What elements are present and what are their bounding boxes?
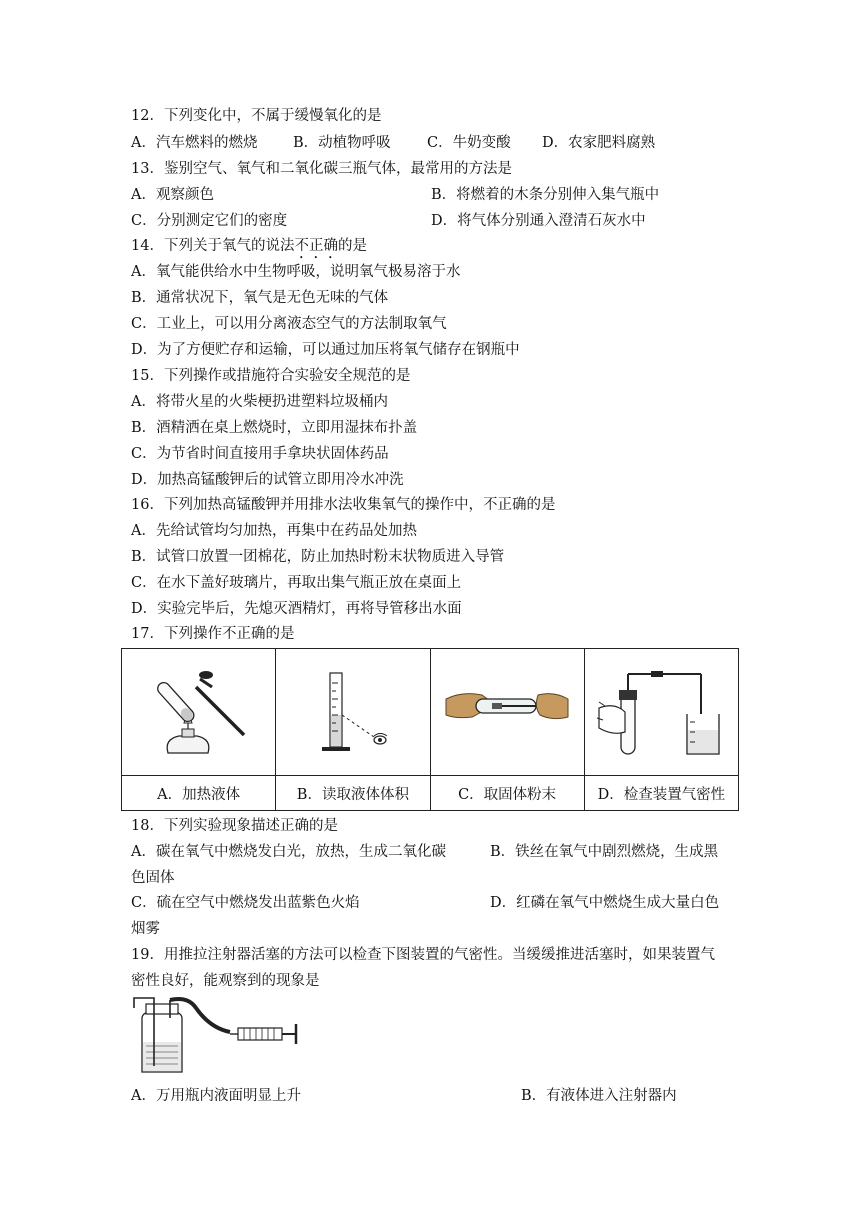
q13-stem: 13．鉴别空气、氧气和二氧化碳三瓶气体，最常用的方法是: [131, 161, 512, 177]
q13-option-c: C．分别测定它们的密度: [131, 213, 288, 229]
q14-option-a: A．氧气能供给水中生物呼吸，说明氧气极易溶于水: [131, 264, 461, 280]
q18-option-b-line1: B．铁丝在氧气中剧烈燃烧，生成黑: [490, 844, 719, 860]
q12-option-a: A．汽车燃料的燃烧: [131, 135, 258, 151]
q18-option-b-line2: 色固体: [131, 870, 175, 886]
q19-option-a: A．万用瓶内液面明显上升: [131, 1088, 301, 1104]
heating-liquid-figure: [144, 665, 254, 760]
q18-option-a: A．碳在氧气中燃烧发白光，放热，生成二氧化碳: [131, 844, 446, 860]
q15-stem: 15．下列操作或措施符合实验安全规范的是: [131, 368, 411, 384]
q14-option-b: B．通常状况下，氧气是无色无味的气体: [131, 290, 389, 306]
syringe-bottle-figure: [130, 996, 305, 1078]
q18-option-d-line1: D．红磷在氧气中燃烧生成大量白色: [490, 895, 720, 911]
q17-caption-d: D．检查装置气密性: [584, 776, 738, 811]
q12-option-c: C．牛奶变酸: [427, 135, 511, 151]
q12-stem: 12．下列变化中，不属于缓慢氧化的是: [131, 108, 382, 124]
q19-stem-line2: 密性良好，能观察到的现象是: [131, 973, 320, 989]
q17-caption-b: B．读取液体体积: [276, 776, 430, 811]
airtightness-check-figure: [591, 662, 731, 762]
q17-figure-a: [122, 649, 276, 776]
q13-option-b: B．将燃着的木条分别伸入集气瓶中: [431, 187, 660, 203]
taking-powder-figure: [442, 665, 572, 760]
q18-stem: 18．下列实验现象描述正确的是: [131, 818, 338, 834]
q14-stem-after: 的是: [337, 238, 367, 254]
reading-cylinder-figure: [298, 665, 408, 760]
q18-option-d-line2: 烟雾: [131, 921, 160, 937]
q17-stem: 17．下列操作不正确的是: [131, 626, 295, 642]
q15-option-a: A．将带火星的火柴梗扔进塑料垃圾桶内: [131, 394, 388, 410]
q17-figure-table: [121, 648, 739, 811]
q17-figure-c: [430, 649, 584, 776]
q15-option-c: C．为节省时间直接用手拿块状固体药品: [131, 446, 389, 462]
q16-option-c: C．在水下盖好玻璃片，再取出集气瓶正放在桌面上: [131, 575, 462, 591]
q14-stem: [131, 236, 367, 262]
q13-option-d: D．将气体分别通入澄清石灰水中: [431, 213, 646, 229]
q19-stem-line1: 19．用推拉注射器活塞的方法可以检查下图装置的气密性。当缓缓推进活塞时，如果装置气: [131, 947, 715, 963]
q16-option-d: D．实验完毕后，先熄灭酒精灯，再将导管移出水面: [131, 601, 462, 617]
q15-option-b: B．酒精洒在桌上燃烧时，立即用湿抹布扑盖: [131, 420, 418, 436]
q17-figure-d: [584, 649, 738, 776]
q16-option-b: B．试管口放置一团棉花，防止加热时粉末状物质进入导管: [131, 549, 505, 565]
q14-stem-emphasis: 不正确: [294, 238, 338, 254]
q14-option-d: D．为了方便贮存和运输，可以通过加压将氧气储存在钢瓶中: [131, 342, 520, 358]
q19-option-b: B．有液体进入注射器内: [521, 1088, 677, 1104]
q17-caption-a: A．加热液体: [122, 776, 276, 811]
q14-option-c: C．工业上，可以用分离液态空气的方法制取氧气: [131, 316, 447, 332]
q18-option-c: C．硫在空气中燃烧发出蓝紫色火焰: [131, 895, 360, 911]
q14-stem-before: 14．下列关于氧气的说法: [131, 238, 295, 254]
q12-option-d: D．农家肥料腐熟: [542, 135, 656, 151]
q16-option-a: A．先给试管均匀加热，再集中在药品处加热: [131, 523, 417, 539]
q13-option-a: A．观察颜色: [131, 187, 214, 203]
q15-option-d: D．加热高锰酸钾后的试管立即用冷水冲洗: [131, 472, 404, 488]
q17-caption-c: C．取固体粉末: [430, 776, 584, 811]
q12-option-b: B．动植物呼吸: [293, 135, 391, 151]
q17-figure-b: [276, 649, 430, 776]
q16-stem: 16．下列加热高锰酸钾并用排水法收集氧气的操作中，不正确的是: [131, 497, 556, 513]
